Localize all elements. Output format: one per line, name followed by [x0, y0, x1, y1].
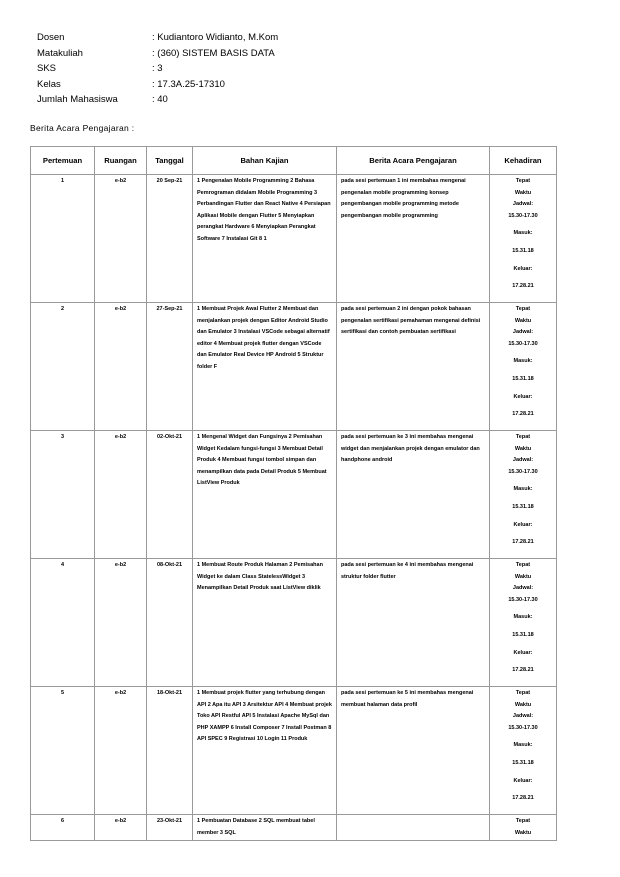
cell-ruangan: e-b2 — [95, 175, 147, 303]
header-berita-acara: Berita Acara Pengajaran — [337, 147, 490, 175]
cell-kehadiran — [490, 175, 557, 303]
cell-bahan-kajian: 1 Pengenalan Mobile Programming 2 Bahasa Pemrograman didalam Mobile Programming 3 Perbandingan Flutter dan React Native 4 Persiapan Aplikasi Mobile dengan Flutter 5 Menyiapkan perangkat Hardware 6 Menyiapkan Perangkat Software 7 Instalasi Git 8 1 — [193, 175, 337, 303]
cell-tanggal: 08-Okt-21 — [147, 559, 193, 687]
kehadiran-masuk: 15.31.18 — [512, 631, 534, 638]
kehadiran-masuk-label: Masuk: — [513, 742, 533, 749]
cell-ruangan: e-b2 — [95, 559, 147, 687]
kehadiran-jadwal-label: Jadwal: — [512, 201, 534, 208]
cell-pertemuan: 3 — [31, 431, 95, 559]
kehadiran-status-2: Waktu — [514, 829, 532, 836]
cell-ruangan: e-b2 — [95, 431, 147, 559]
info-value: : (360) SISTEM BASIS DATA — [152, 47, 275, 59]
kehadiran-masuk: 15.31.18 — [512, 375, 534, 382]
cell-berita-acara: pada sesi pertemuan ke 5 ini membahas mengenai membuat halaman data profil — [337, 687, 490, 815]
cell-pertemuan: 1 — [31, 175, 95, 303]
kehadiran-jadwal: 15.30-17.30 — [508, 468, 538, 475]
cell-pertemuan: 5 — [31, 687, 95, 815]
info-value: : Kudiantoro Widianto, M.Kom — [152, 32, 279, 43]
kehadiran-status-2: Waktu — [514, 445, 532, 452]
kehadiran-status-2: Waktu — [514, 189, 532, 196]
cell-pertemuan: 4 — [31, 559, 95, 687]
kehadiran-masuk: 15.31.18 — [512, 247, 534, 254]
kehadiran-status-1: Tepat — [515, 306, 531, 312]
info-row-sks — [37, 61, 437, 77]
cell-kehadiran — [490, 559, 557, 687]
cell-berita-acara: pada sesi pertemuan 2 ini dengan pokok bahasan pengenalan sertifikasi pemahaman mengenai definisi sertifikasi dan contoh pembuatan sertifikasi — [337, 303, 490, 431]
kehadiran-keluar: 17.28.21 — [512, 539, 534, 546]
cell-berita-acara — [337, 815, 490, 841]
cell-bahan-kajian: 1 Pembuatan Database 2 SQL membuat tabel member 3 SQL — [193, 815, 337, 841]
header-kehadiran: Kehadiran — [490, 147, 557, 175]
info-label: Dosen — [37, 32, 65, 43]
kehadiran-masuk-label: Masuk: — [513, 358, 533, 365]
kehadiran-jadwal: 15.30-17.30 — [508, 340, 538, 347]
kehadiran-jadwal: 15.30-17.30 — [508, 724, 538, 731]
kehadiran-keluar: 17.28.21 — [512, 795, 534, 802]
kehadiran-jadwal-label: Jadwal: — [512, 585, 534, 592]
table-row — [31, 687, 557, 815]
cell-berita-acara: pada sesi pertemuan ke 3 ini membahas mengenai widget dan menjalankan projek dengan emulator dan handphone android — [337, 431, 490, 559]
cell-tanggal: 20 Sep-21 — [147, 175, 193, 303]
table-row — [31, 431, 557, 559]
cell-kehadiran — [490, 687, 557, 815]
kehadiran-status-2: Waktu — [514, 701, 532, 708]
cell-tanggal: 02-Okt-21 — [147, 431, 193, 559]
table-row — [31, 175, 557, 303]
kehadiran-masuk: 15.31.18 — [512, 759, 534, 766]
kehadiran-masuk: 15.31.18 — [512, 503, 534, 510]
info-label: Matakuliah — [37, 47, 83, 59]
kehadiran-keluar-label: Keluar: — [513, 649, 533, 656]
cell-kehadiran — [490, 303, 557, 431]
kehadiran-keluar-label: Keluar: — [513, 393, 533, 400]
kehadiran-keluar-label: Keluar: — [513, 777, 533, 784]
info-value: : 3 — [152, 63, 163, 74]
cell-tanggal: 18-Okt-21 — [147, 687, 193, 815]
cell-bahan-kajian: 1 Membuat Route Produk Halaman 2 Pemisahan Widget ke dalam Class StatelessWidget 3 Menampilkan Detail Produk saat ListView diklik — [193, 559, 337, 687]
kehadiran-masuk-label: Masuk: — [513, 614, 533, 621]
info-row-dosen — [37, 30, 437, 46]
section-title: Berita Acara Pengajaran : — [30, 123, 135, 133]
kehadiran-masuk-label: Masuk: — [513, 230, 533, 237]
cell-tanggal: 23-Okt-21 — [147, 815, 193, 841]
kehadiran-keluar: 17.28.21 — [512, 411, 534, 418]
cell-ruangan: e-b2 — [95, 687, 147, 815]
cell-pertemuan: 6 — [31, 815, 95, 841]
header-pertemuan: Pertemuan — [31, 147, 95, 175]
kehadiran-status-1: Tepat — [515, 818, 531, 824]
kehadiran-masuk-label: Masuk: — [513, 486, 533, 493]
info-label: Jumlah Mahasiswa — [37, 94, 118, 105]
berita-acara-table — [30, 146, 557, 841]
table-row — [31, 303, 557, 431]
header-tanggal: Tanggal — [147, 147, 193, 175]
cell-bahan-kajian: 1 Membuat projek flutter yang terhubung dengan API 2 Apa itu API 3 Arsitektur API 4 Membuat projek Toko API Restful API 5 Instalasi Apache MySql dan PHP XAMPP 6 Install Composer 7 Install Postman 8 API SPEC 9 Registrasi 10 Login 11 Produk — [193, 687, 337, 815]
cell-kehadiran — [490, 431, 557, 559]
table-header-row — [31, 147, 557, 175]
course-info — [37, 30, 437, 108]
cell-pertemuan: 2 — [31, 303, 95, 431]
kehadiran-keluar-label: Keluar: — [513, 521, 533, 528]
cell-bahan-kajian: 1 Mengenal Widget dan Fungsinya 2 Pemisahan Widget Kedalam fungsi-fungsi 3 Membuat Detail Produk 4 Membuat fungsi tombol simpan dan menampilkan data pada Detail Produk 5 Membuat ListView Produk — [193, 431, 337, 559]
cell-kehadiran — [490, 815, 557, 841]
kehadiran-keluar: 17.28.21 — [512, 283, 534, 290]
kehadiran-jadwal-label: Jadwal: — [512, 713, 534, 720]
header-ruangan: Ruangan — [95, 147, 147, 175]
info-row-matakuliah — [37, 46, 437, 62]
cell-berita-acara: pada sesi pertemuan ke 4 ini membahas mengenai struktur folder flutter — [337, 559, 490, 687]
table-row — [31, 559, 557, 687]
cell-ruangan: e-b2 — [95, 303, 147, 431]
kehadiran-status-2: Waktu — [514, 573, 532, 580]
table-row — [31, 815, 557, 841]
info-value: : 40 — [152, 94, 168, 105]
header-bahan-kajian: Bahan Kajian — [193, 147, 337, 175]
info-row-kelas — [37, 77, 437, 93]
info-label: Kelas — [37, 78, 61, 90]
info-value: : 17.3A.25-17310 — [152, 78, 225, 90]
kehadiran-jadwal-label: Jadwal: — [512, 457, 534, 464]
kehadiran-status-1: Tepat — [515, 178, 531, 184]
info-label: SKS — [37, 63, 57, 74]
kehadiran-status-1: Tepat — [515, 562, 531, 568]
kehadiran-status-1: Tepat — [515, 690, 531, 696]
kehadiran-keluar-label: Keluar: — [513, 265, 533, 272]
kehadiran-status-1: Tepat — [515, 434, 531, 440]
cell-ruangan: e-b2 — [95, 815, 147, 841]
kehadiran-keluar: 17.28.21 — [512, 667, 534, 674]
kehadiran-jadwal-label: Jadwal: — [512, 329, 534, 336]
cell-tanggal: 27-Sep-21 — [147, 303, 193, 431]
cell-bahan-kajian: 1 Membuat Projek Awal Flutter 2 Membuat dan menjalankan projek dengan Editor Android Studio dan Emulator 3 Instalasi VSCode sebagai alternatif editor 4 Membuat projek flutter dengan VSCode dan Emulator Real Device HP Android 5 Struktur folder F — [193, 303, 337, 431]
cell-berita-acara: pada sesi pertemuan 1 ini membahas mengenai pengenalan mobile programming konsep pengembangan mobile programming metode pengembangan mobile programming — [337, 175, 490, 303]
kehadiran-jadwal: 15.30-17.30 — [508, 596, 538, 603]
kehadiran-status-2: Waktu — [514, 317, 532, 324]
info-row-jumlah-mahasiswa — [37, 92, 437, 108]
kehadiran-jadwal: 15.30-17.30 — [508, 212, 538, 219]
